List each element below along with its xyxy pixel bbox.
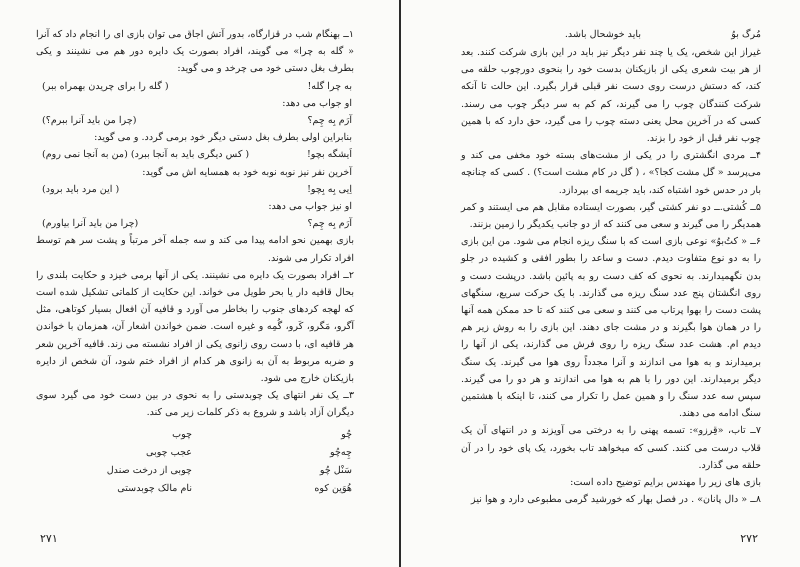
header-term: مُرگ بوُ xyxy=(731,29,761,40)
paragraph-4: ۴ــ مردی انگشتری را در یکی از مشت‌های بسته خود مخفی می کند و می‌پرسد « گل مشت کجا؟» ، ( گل در کام مشت است؟) . کسی که چنانچه بار در حدس خود اشتباه کند، باید جریمه ای بپردازد. xyxy=(461,150,761,196)
glossary-term: چُو xyxy=(341,428,352,440)
paragraph-2: ۲ــ افراد بصورت یک دایره می نشینند. یکی از آنها برمی خیزد و حکایت بلندی را بحال قافیه دار یا بحر طویل می خواند. این حکایت از کلماتی تشکیل شده است که لهجه کردهای جنوب را بخاطر می آورد و قافیه آن افعال بسیار کوتاهی، مثل آگرو، مَگرو، کَرو، گُمِه و غیره است. ضمن خواندن اشعار آن، همزمان با خواندن هر قافیه ای، با دست روی زانوی یکی از افراد نشسته می زند. قافیه آخرین شعر و ضربه مربوط به آن به زانوی هر کدام از افراد ختم شود، آن شخص از دایره بازیکنان خارج می شود. xyxy=(36,269,355,385)
dialogue-line xyxy=(36,181,354,198)
paragraph-continued: غیراز این شخص، یک یا چند نفر دیگر نیز باید در این بازی شرکت کنند. بعد از هر بیت شعری یکی از بازیکنان بدست خود را بنحوی دورچوب حلقه می کند، که دستش درست روی دست نفر قبلی قرار بگیرد. این حالت تا آنکه شرکت کنندگان چوب را می گیرند، کم کم به سر دیگر چوب می رسند. کسی که در آخرین محل یعنی دسته چوب را می گیرد، حق دارد که با همین چوب نفر قبل از خود را بزند. xyxy=(461,47,761,145)
glossary-term: چِه‌چُو xyxy=(330,446,352,458)
dialogue-verse: اَیشگه بچو! xyxy=(306,149,352,161)
glossary-row xyxy=(36,480,354,498)
glossary-term: هُوَین کوه xyxy=(314,482,352,494)
running-header xyxy=(461,26,761,44)
paragraph-7: ۷ــ تاب، «قِرزو»: تسمه پهنی را به درختی می آویزند و در انتهای آن یک قلاب درست می کنند. کسی که میخواهد تاب بخورد، یک پای خود را در آن حلقه می گذارد. xyxy=(461,425,761,471)
dialogue-gloss xyxy=(36,95,42,112)
dialogue-gloss xyxy=(36,164,42,181)
dialogue-line xyxy=(36,146,354,163)
dialogue-gloss: ( این مرد باید برود) xyxy=(42,183,120,195)
header-continuation: باید خوشحال باشد. xyxy=(564,29,641,40)
dialogue-line xyxy=(36,112,354,129)
dialogue-line xyxy=(36,95,354,112)
paragraph-continuation: بازی بهمین نحو ادامه پیدا می کند و سه جمله آخر مرتباً و پشت سر هم توسط افراد تکرار می شوند. xyxy=(36,235,354,264)
paragraph-8: ۸ــ « دال پانان» . در فصل بهار که خورشید گرمی مطبوعی دارد و هوا نیز xyxy=(471,494,761,506)
dialogue-line xyxy=(36,198,354,215)
glossary-meaning: چوب xyxy=(172,428,192,440)
dialogue-gloss xyxy=(36,198,42,215)
dialogue-verse: آرَم بِه چِم؟ xyxy=(307,218,352,230)
dialogue-verse: او جواب می دهد: xyxy=(282,97,352,109)
left-page xyxy=(0,0,399,567)
dialogue-verse: آرَم بِه چِم؟ xyxy=(307,115,352,127)
glossary-row xyxy=(36,462,354,480)
glossary-row xyxy=(36,426,354,444)
dialogue-line xyxy=(36,215,354,232)
page-number: ۲۷۲ xyxy=(740,532,758,545)
dialogue-gloss: (چرا من باید آنرا ببرم؟) xyxy=(42,115,137,127)
paragraph-5: ۵ــ کُشتی.ــ دو نفر کشتی گیر، بصورت ایستاده مقابل هم می ایستند و کمر همدیگر را می گیرند و سعی می کنند که از دو جانب یکدیگر را زمین بزنند. xyxy=(461,201,761,231)
glossary-meaning: چوبی از درخت صندل xyxy=(106,464,192,476)
glossary-table xyxy=(36,426,354,498)
right-page xyxy=(401,0,800,567)
dialogue-gloss: (چرا من باید آنرا بیاورم) xyxy=(42,218,139,230)
dialogue-gloss xyxy=(36,129,42,146)
glossary-row xyxy=(36,444,354,462)
glossary-meaning: عجب چوبی xyxy=(146,446,192,458)
left-text-column xyxy=(36,26,354,498)
glossary-term: سَنْل چُو xyxy=(319,464,352,476)
right-text-column xyxy=(461,26,761,508)
dialogue-gloss: ( گله را برای چریدن بهمراه ببر) xyxy=(42,80,169,92)
paragraph-note: بازی های زیر را مهندس برایم توضیح داده است: xyxy=(570,477,761,489)
dialogue-verse: آخرین نفر نیز نوبه نوبه خود به همسایه اش می گوید: xyxy=(142,166,352,178)
dialogue-line xyxy=(36,129,354,146)
paragraph-1: ۱ــ بهنگام شب در قزارگاه، بدور آتش اجاق می توان بازی ای را انجام داد که آنرا « گله به چرا» می گویند، افراد بصورت یک دایره دور هم می نشینند و یکی بطرف بغل دستی خود می چرخد و می گوید: xyxy=(36,29,354,75)
dialogue-line xyxy=(36,164,354,181)
page-number: ۲۷۱ xyxy=(40,532,58,545)
dialogue-block xyxy=(36,78,354,233)
glossary-meaning: نام مالک چوبدستی xyxy=(117,482,192,494)
dialogue-verse: بنابراین اولی بطرف بغل دستی دیگر خود برمی گردد. و می گوید: xyxy=(94,132,352,144)
dialogue-verse: به چرا گله! xyxy=(307,80,352,92)
dialogue-line xyxy=(36,78,354,95)
paragraph-6: ۶ــ « کتُ‌بوُ» نوعی بازی است که با سنگ ریزه انجام می شود. من این بازی را به دو نوع متفاوت دیدم. دست و ساعد را بطور افقی و کشیده در جلو بدن نگهمیدارند. به نحوی که کف دست رو به پائین باشد. درپشت دست و روی انگشتان پنج عدد سنگ ریزه می گذارند. با یک حرکت سریع، سنگهای پشت دست را بهوا پرتاب می کنند و سعی می کنند که تا حد ممکن همه آنها را در همان هوا بگیرند و در مشت جای دهند. این بازی را به روش زیر هم دیدم ام. هشت عدد سنگ ریزه را روی فرش می گذارند، یکی از آنها را برمیدارند و به هوا می اندازند و آنرا مجدداً روی هوا می گیرند. یک سنگ دیگر برمیدارند. این دور را با هم به هوا می اندازند و هر دو را می گیرند. سپس سه عدد سنگ را و همین عمل را تکرار می کنند، تا اینکه با هشتمین سنگ ادامه می دهند. xyxy=(461,236,761,420)
paragraph-3: ۳ــ یک نفر انتهای یک چوبدستی را به نحوی در بین دست خود می گیرد سوی دیگران آزاد باشد و شروع به ذکر کلمات زیر می کند. xyxy=(36,390,354,419)
dialogue-verse: اِیی بِه بِچو! xyxy=(307,183,352,195)
dialogue-verse: او نیز جواب می دهد: xyxy=(268,201,352,213)
dialogue-gloss: ( کس دیگری باید به آنجا ببرد) (من به آنجا نمی روم) xyxy=(42,149,250,161)
